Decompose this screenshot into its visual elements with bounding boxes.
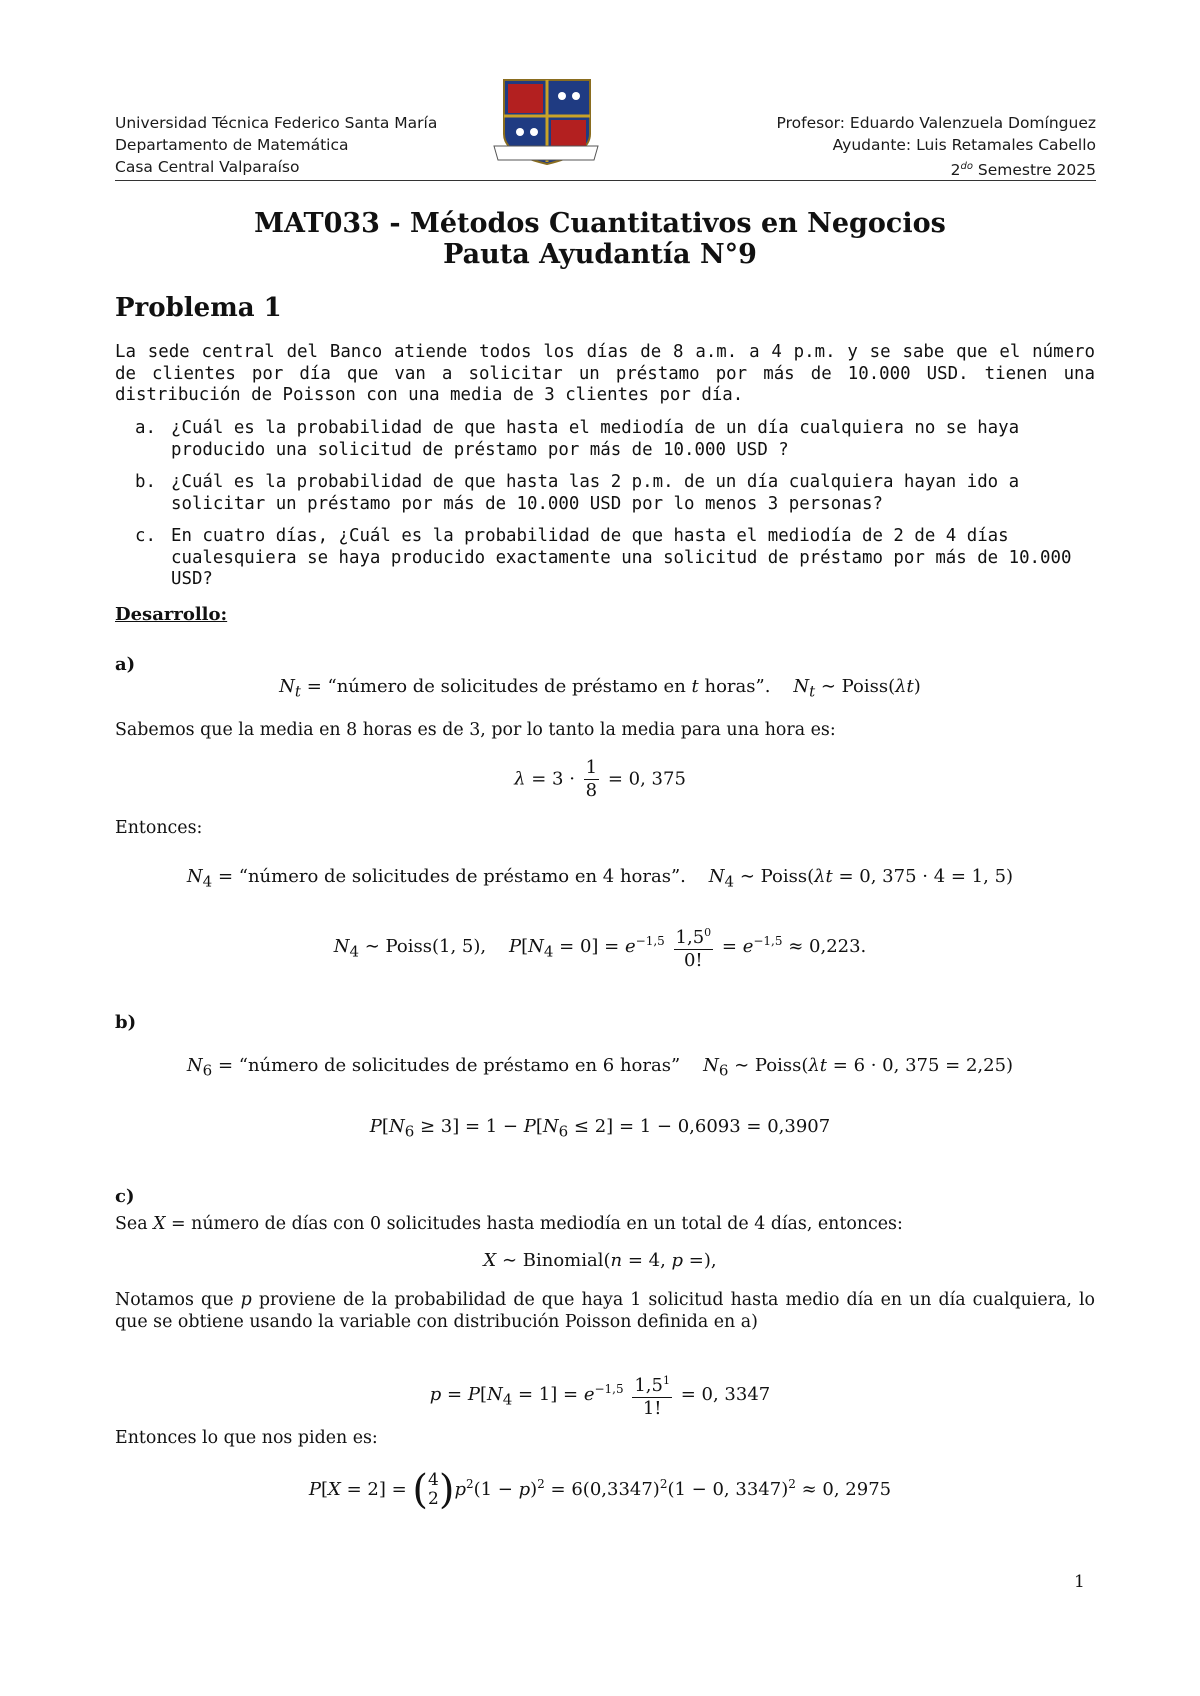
probability-at-least-three: $P[N_6 \ge 3] = 1 - P[N_6 \le 2] = 1 - 0,6093 = 0,3907$ (369, 1116, 831, 1141)
part-b-label: b) (115, 1012, 137, 1033)
part-c-label: c) (115, 1186, 135, 1207)
problem-heading: Problema 1 (115, 293, 282, 323)
lambda-explanation: Sabemos que la media en 8 horas es de 3, por lo tanto la media para una hora es: (115, 720, 836, 740)
header-staff (777, 112, 1096, 181)
then-text-a: Entonces: (115, 818, 203, 838)
document-title (0, 208, 1200, 270)
header-semester: $2^{do}$ Semestre 2025 (950, 161, 1096, 180)
definition-nt: $N_t$ = “número de solicitudes de préstamo en t horas”. $N_t$ ∼ Poiss(λt) (279, 676, 921, 701)
header-professor: Profesor: Eduardo Valenzuela Domínguez (776, 114, 1096, 132)
page-number: 1 (1074, 1572, 1085, 1592)
header-campus: Casa Central Valparaíso (115, 158, 300, 176)
definition-x: Sea X = número de días con 0 solicitudes hasta mediodía en un total de 4 días, entonces: (115, 1214, 903, 1234)
header-institution (115, 112, 437, 178)
assignment-title: Pauta Ayudantía N°9 (443, 239, 757, 270)
lambda-equation: λ = 3 · $\frac{1}{8}$ = 0, 375 (514, 757, 686, 801)
header-department: Departamento de Matemática (115, 136, 349, 154)
question-c: c. En cuatro días, ¿Cuál es la probabilidad de que hasta el mediodía de 2 de 4 días cualesquiera se haya producido exactamente una solicitud de préstamo por más de 10.000 USD? (135, 526, 1072, 589)
p-explanation: Notamos que p proviene de la probabilidad de que haya 1 solicitud hasta medio día en un día cualquiera, lo que se obtiene usando la variable con distribución Poisson definida en a) (115, 1290, 1096, 1332)
course-title: MAT033 - Métodos Cuantitativos en Negocios (254, 208, 946, 239)
university-crest-logo (490, 76, 602, 172)
header-divider (115, 180, 1096, 181)
binomial-distribution: X ∼ Binomial(n = 4, p =), (483, 1250, 717, 1271)
definition-n4: $N_4$ = “número de solicitudes de préstamo en 4 horas”. $N_4$ ∼ Poiss(λt = 0, 375 · 4 = 1, 5) (186, 866, 1014, 891)
solution-heading: Desarrollo: (115, 604, 228, 625)
final-probability-equation: P[X = 2] = ( 4 2 )$p^2(1 - p)^2 = 6(0,3347)^2(1 - 0$, 3347)$^2$ ≈ 0, 2975 (308, 1467, 892, 1513)
header-university: Universidad Técnica Federico Santa María (115, 114, 438, 132)
problem-statement: La sede central del Banco atiende todos los días de 8 a.m. a 4 p.m. y se sabe que el número de clientes por día que van a solicitar un préstamo por más de 10.000 USD. tienen una distribución de Poisson con una media de 3 clientes por día. (115, 342, 1095, 405)
then-text-c: Entonces lo que nos piden es: (115, 1428, 378, 1448)
probability-zero-equation: $N_4$ ∼ Poiss(1, 5), $P[N_4 = 0] = e^{-1,5}$ $\frac{1,5^0}{0!}$ = $e^{-1,5} \approx 0,223$. (333, 926, 867, 971)
header-assistant: Ayudante: Luis Retamales Cabello (832, 136, 1096, 154)
p-equation: $p = P[N_4 = 1] = e^{-1,5}$ $\frac{1,5^1}{1!}$ = 0, 3347 (429, 1374, 771, 1419)
question-a: a. ¿Cuál es la probabilidad de que hasta el mediodía de un día cualquiera no se haya producido una solicitud de préstamo por más de 10.000 USD ? (135, 418, 1020, 460)
part-a-label: a) (115, 654, 136, 675)
question-b: b. ¿Cuál es la probabilidad de que hasta las 2 p.m. de un día cualquiera hayan ido a solicitar un préstamo por más de 10.000 USD por lo menos 3 personas? (135, 472, 1020, 514)
definition-n6: $N_6$ = “número de solicitudes de préstamo en 6 horas” $N_6$ ∼ Poiss(λt = 6 · 0, 375 = 2,25) (186, 1055, 1014, 1080)
